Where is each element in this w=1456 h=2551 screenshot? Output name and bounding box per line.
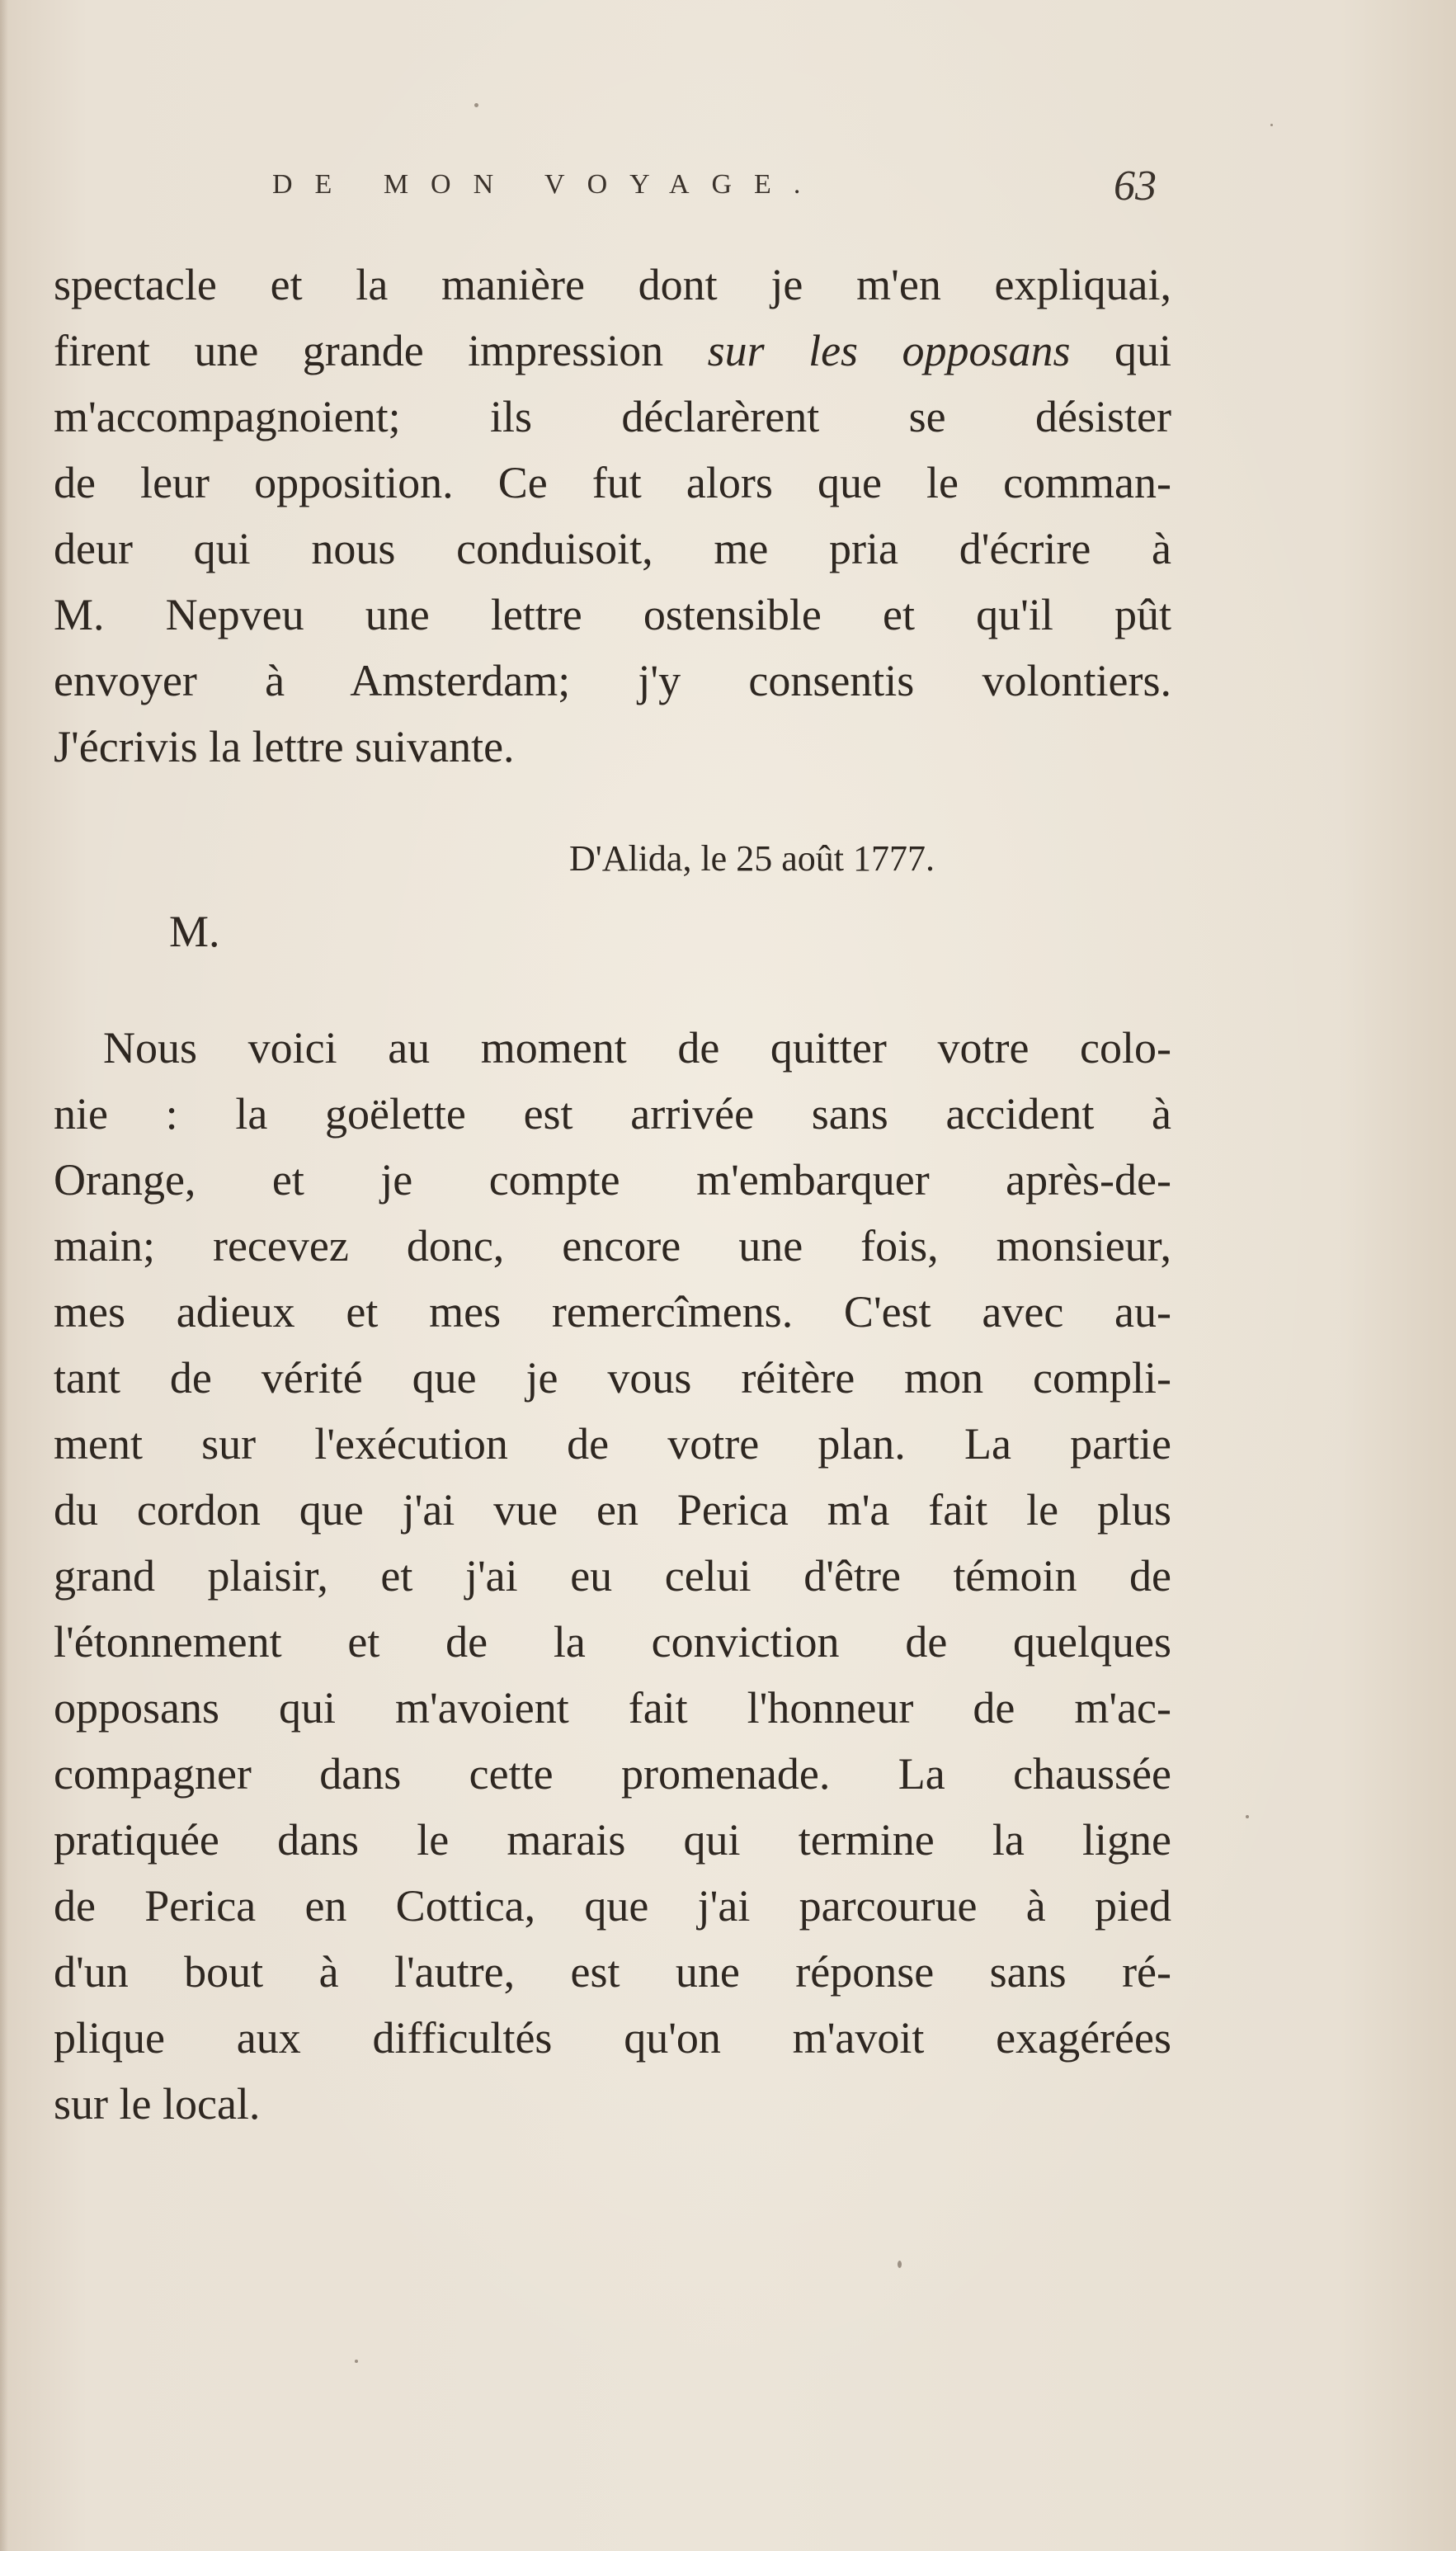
text-line: grand plaisir, et j'ai eu celui d'être témoin de bbox=[54, 1551, 1171, 1601]
text-line: Orange, et je compte m'embarquer après-de- bbox=[54, 1155, 1171, 1205]
text-line: du cordon que j'ai vue en Perica m'a fait le plus bbox=[54, 1485, 1171, 1535]
text-line: pratiquée dans le marais qui termine la ligne bbox=[54, 1815, 1171, 1865]
text-line: m'accompagnoient; ils déclarèrent se désister bbox=[54, 392, 1171, 441]
text-line: nie : la goëlette est arrivée sans accident à bbox=[54, 1089, 1171, 1139]
text-line: de Perica en Cottica, que j'ai parcourue à pied bbox=[54, 1881, 1171, 1931]
text-line: de leur opposition. Ce fut alors que le comman- bbox=[54, 458, 1171, 507]
text-line: envoyer à Amsterdam; j'y consentis volontiers. bbox=[54, 656, 1171, 705]
text-line: opposans qui m'avoient fait l'honneur de m'ac- bbox=[54, 1683, 1171, 1733]
text-line: tant de vérité que je vous réitère mon compli- bbox=[54, 1353, 1171, 1403]
text-line: compagner dans cette promenade. La chaussée bbox=[54, 1749, 1171, 1799]
letter-dateline: D'Alida, le 25 août 1777. bbox=[569, 838, 935, 879]
paragraph-1 bbox=[54, 252, 1171, 780]
page-edge-shadow bbox=[0, 0, 8, 2551]
paper-speck bbox=[355, 2360, 358, 2363]
page-number: 63 bbox=[1114, 163, 1157, 210]
text-line: l'étonnement et de la conviction de quelques bbox=[54, 1617, 1171, 1667]
text-line: sur le local. bbox=[54, 2079, 261, 2129]
italic-phrase: sur les opposans bbox=[707, 326, 1071, 375]
letter-salutation: M. bbox=[169, 907, 220, 956]
text-line: d'un bout à l'autre, est une réponse sans ré- bbox=[54, 1947, 1171, 1997]
paper-speck bbox=[474, 103, 478, 107]
text-line: plique aux difficultés qu'on m'avoit exagérées bbox=[54, 2013, 1171, 2063]
paper-speck bbox=[898, 2261, 902, 2268]
text-line: M. Nepveu une lettre ostensible et qu'il pût bbox=[54, 590, 1171, 639]
running-head: DE MON VOYAGE. bbox=[272, 169, 823, 200]
text-line: spectacle et la manière dont je m'en expliquai, bbox=[54, 260, 1171, 309]
text-line: Nous voici au moment de quitter votre colo- bbox=[103, 1023, 1171, 1073]
text-line: ment sur l'exécution de votre plan. La partie bbox=[54, 1419, 1171, 1469]
paper-speck bbox=[1270, 124, 1273, 126]
text-line: J'écrivis la lettre suivante. bbox=[54, 722, 515, 771]
paper-speck bbox=[1246, 1815, 1249, 1818]
letter-body bbox=[54, 1015, 1171, 2137]
text-line: main; recevez donc, encore une fois, monsieur, bbox=[54, 1221, 1171, 1271]
text-line: firent une grande impression sur les opposans qui bbox=[54, 326, 1171, 375]
text-line: deur qui nous conduisoit, me pria d'écrire à bbox=[54, 524, 1171, 573]
text-line: mes adieux et mes remercîmens. C'est avec au- bbox=[54, 1287, 1171, 1337]
